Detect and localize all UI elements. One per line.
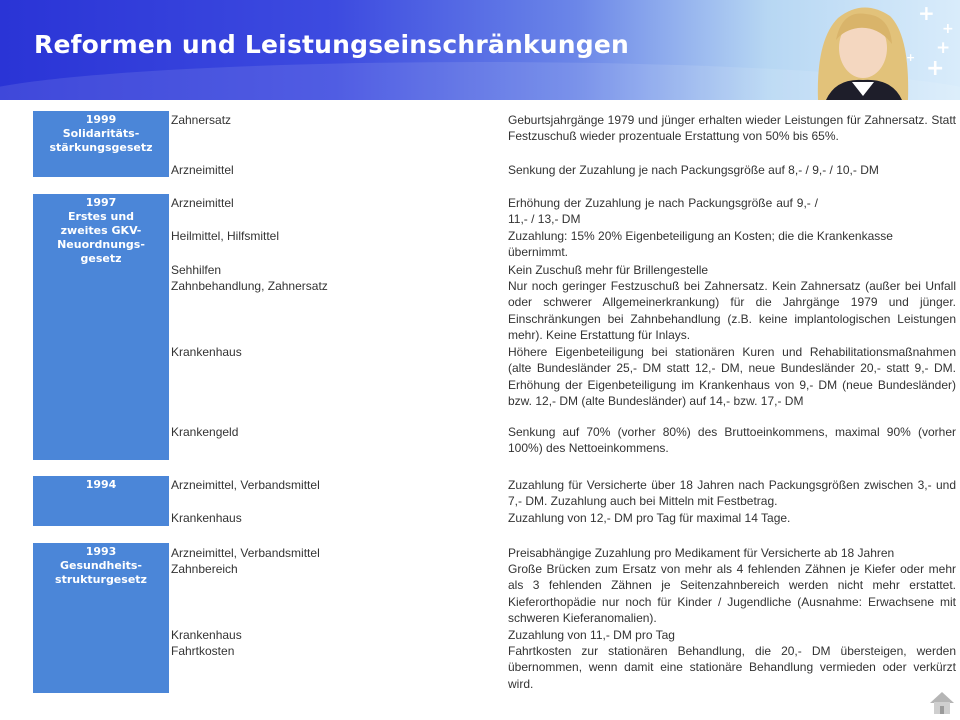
law-name: strukturgesetz — [55, 573, 147, 586]
row-label: Sehhilfen — [171, 263, 222, 277]
row-description: Zuzahlung: 15% 20% Eigenbeteiligung an Kosten; die die Krankenkasse übernimmt. — [508, 229, 893, 260]
law-name: Neuordnungs- — [57, 238, 145, 251]
row-description: Nur noch geringer Festzuschuß bei Zahnersatz. Kein Zahnersatz (außer bei Unfall oder schwerer Allgemeinerkrankung) für die Jahrgänge 1979 und jünger. Einschränkungen bei Zahnbehandlung (z.B. keine implantologischen Leistungen mehr). Keine Erstattung für Inlays. — [508, 279, 956, 342]
row-label: Krankengeld — [171, 425, 239, 439]
row-label: Zahnbehandlung, Zahnersatz — [171, 279, 328, 293]
year-label: 1993 — [85, 545, 117, 558]
person-photo — [808, 0, 918, 100]
row-description: Große Brücken zum Ersatz von mehr als 4 fehlenden Zähnen je Kiefer oder mehr als 3 fehlenden Zähnen je Seitenzahnbereich werden nicht mehr erstattet. Kieferorthopädie nur noch für Kinder / Jugendliche (Ausnahme: Erwachsene mit schweren Kieferanomalien). — [508, 562, 956, 625]
year-label: 1997 — [85, 196, 117, 209]
year-box-1993 — [33, 543, 169, 693]
year-label: 1999 — [85, 113, 117, 126]
row-description: Höhere Eigenbeteiligung bei stationären Kuren und Rehabilitationsmaßnahmen (alte Bundesländer 25,- DM statt 12,- DM, neue Bundesländer 20,- statt 9,- DM. Erhöhung der Eigenbeteiligung im Krankenhaus von 9,- DM (neue Bundesländer) bzw. 12,- DM (alte Bundesländer) auf 14,- bzw. 17,- DM — [508, 345, 956, 408]
plus-icon: + — [918, 1, 935, 25]
row-label: Krankenhaus — [171, 511, 242, 525]
row-label: Arzneimittel — [171, 196, 234, 210]
row-description: Erhöhung der Zuzahlung je nach Packungsgröße auf 9,- / 11,- / 13,- DM — [508, 196, 818, 227]
row-description: Zuzahlung von 12,- DM pro Tag für maximal 14 Tage. — [508, 511, 791, 525]
year-box-1994 — [33, 476, 169, 526]
plus-icon: + — [936, 38, 951, 58]
plus-icon: + — [926, 56, 945, 81]
year-box-1999 — [33, 111, 169, 177]
law-name: zweites GKV- — [60, 224, 142, 237]
row-description: Senkung auf 70% (vorher 80%) des Bruttoeinkommens, maximal 90% (vorher 100%) des Nettoeinkommens. — [508, 425, 956, 456]
plus-icon: + — [942, 21, 954, 37]
row-description: Geburtsjahrgänge 1979 und jünger erhalten wieder Leistungen für Zahnersatz. Statt Festzuschuß wieder prozentuale Erstattung von 50% bis 65%. — [508, 113, 956, 144]
year-label: 1994 — [85, 478, 117, 491]
row-label: Heilmittel, Hilfsmittel — [171, 229, 280, 243]
row-description: Fahrtkosten zur stationären Behandlung, die 20,- DM übersteigen, werden übernommen, wenn damit eine stationäre Behandlung vermieden oder verkürzt wird. — [508, 644, 956, 691]
row-description: Senkung der Zuzahlung je nach Packungsgröße auf 8,- / 9,- / 10,- DM — [508, 163, 879, 177]
row-label: Fahrtkosten — [171, 644, 235, 658]
law-name: Solidaritäts- — [62, 127, 140, 140]
home-icon[interactable] — [928, 688, 956, 716]
row-label: Zahnersatz — [171, 113, 232, 127]
law-name: Erstes und — [67, 210, 135, 223]
row-description: Zuzahlung von 11,- DM pro Tag — [508, 628, 675, 642]
row-label: Arzneimittel, Verbandsmittel — [171, 478, 320, 492]
page-title: Reformen und Leistungseinschränkungen — [34, 30, 630, 59]
law-name: Gesundheits- — [59, 559, 142, 572]
plus-icon: + — [906, 51, 916, 64]
row-label: Krankenhaus — [171, 628, 242, 642]
row-label: Arzneimittel, Verbandsmittel — [171, 546, 320, 560]
row-description: Kein Zuschuß mehr für Brillengestelle — [508, 263, 709, 277]
row-label: Arzneimittel — [171, 163, 234, 177]
row-description: Preisabhängige Zuzahlung pro Medikament für Versicherte ab 18 Jahren — [508, 546, 895, 560]
law-name: stärkungsgesetz — [49, 141, 153, 154]
year-box-1997 — [33, 194, 169, 460]
header-banner — [0, 0, 960, 100]
row-description: Zuzahlung für Versicherte über 18 Jahren nach Packungsgrößen zwischen 3,- und 7,- DM. Zuzahlung auch bei Mitteln mit Festbetrag. — [508, 478, 956, 509]
law-name: gesetz — [80, 252, 122, 265]
row-label: Zahnbereich — [171, 562, 238, 576]
row-label: Krankenhaus — [171, 345, 242, 359]
